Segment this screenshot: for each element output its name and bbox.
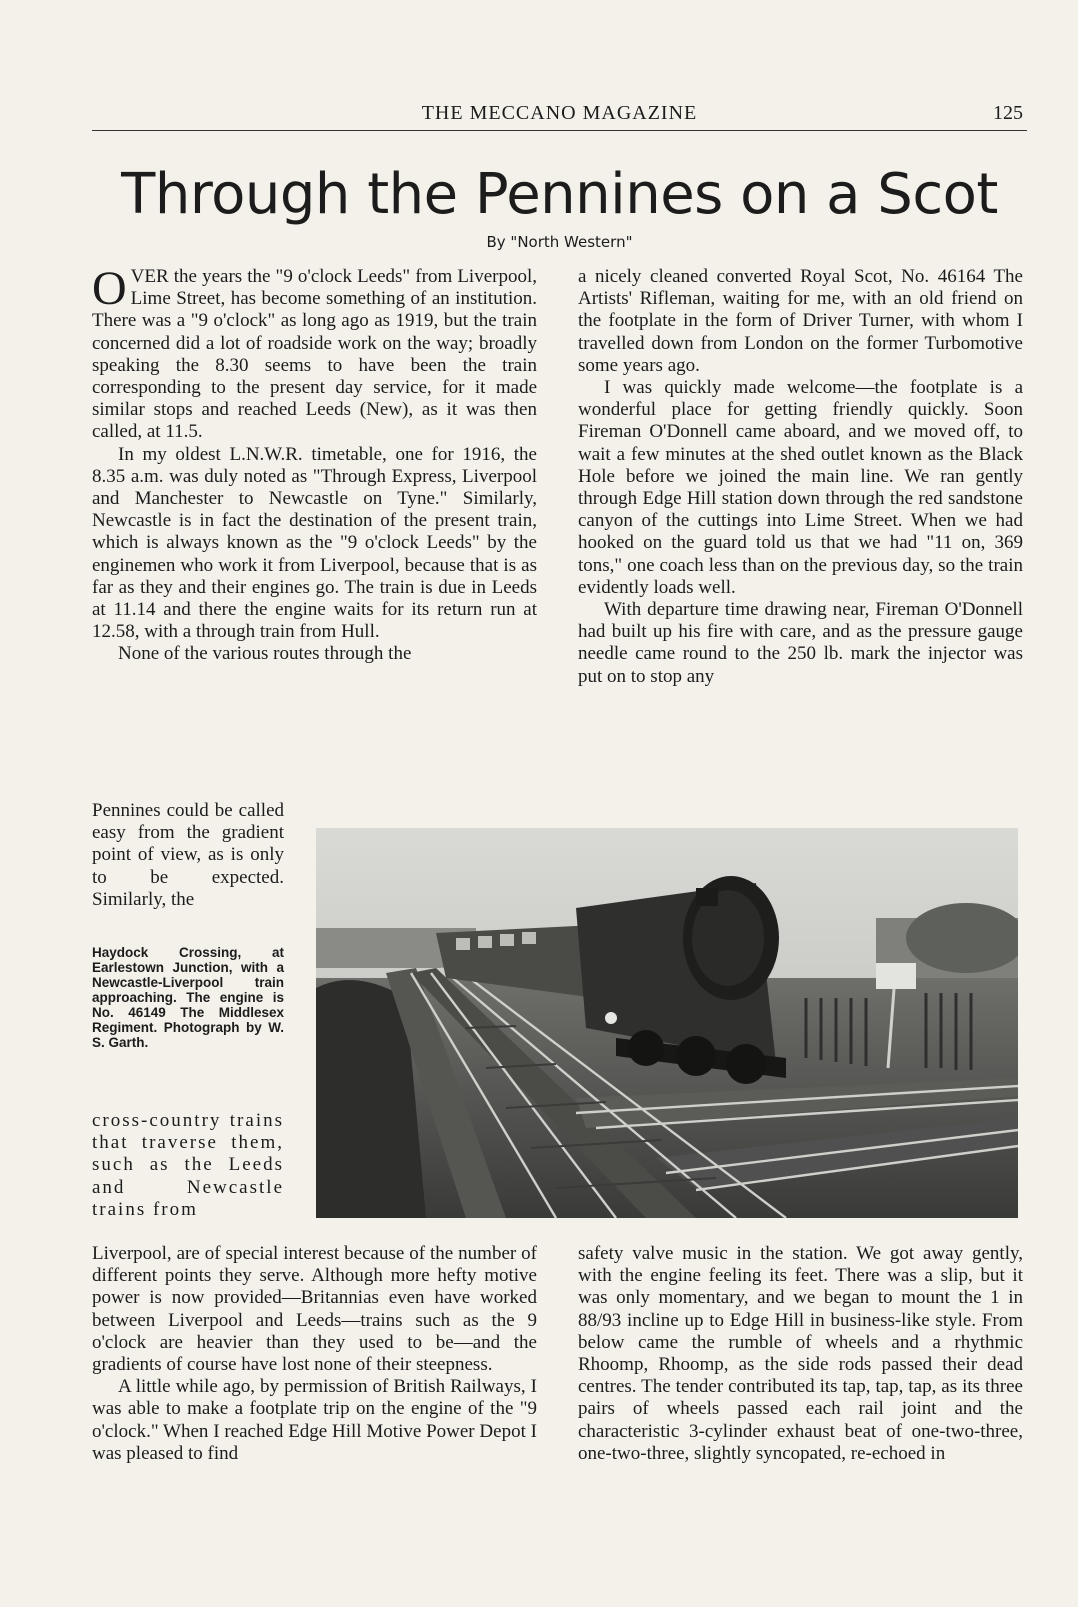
- locomotive-photo-illustration: [316, 828, 1018, 1218]
- left-narrow-text-2: [92, 1110, 284, 1244]
- page-number: 125: [993, 102, 1023, 124]
- photo-caption: Haydock Crossing, at Earlestown Junction, with a Newcastle-Liverpool train approaching. The engine is No. 46149 The Middlesex Regiment. Photograph by W. S. Garth.: [92, 945, 284, 1050]
- magazine-title: THE MECCANO MAGAZINE: [421, 102, 698, 124]
- right-column-top: [578, 266, 1023, 806]
- paragraph: None of the various routes through the: [118, 643, 412, 665]
- paragraph: I was quickly made welcome—the footplate is a wonderful place for getting friendly quickly. Soon Fireman O'Donnell came aboard, and we moved off, to wait a few minutes at the shed outlet known as the Black Hole before we joined the main line. We ran gently through Edge Hill station down through the red sandstone canyon of the cuttings into Lime Street. When we had hooked on the guard told us that we had "11 on, 369 tons," one coach less than on the previous day, so the train evidently loads well.: [578, 377, 1023, 598]
- paragraph: a nicely cleaned converted Royal Scot, No. 46164 The Artists' Rifleman, waiting for me, with an old friend on the footplate in the form of Driver Turner, with whom I travelled down from London on the former Turbomotive some years ago.: [578, 266, 1023, 376]
- right-column-bottom: [578, 1243, 1023, 1543]
- paragraph: VER the years the "9 o'clock Leeds" from Liverpool, Lime Street, has become something of an institution. There was a "9 o'clock" as long ago as 1919, but the train concerned did a lot of roadside work on the way; broadly speaking the 8.30 seems to have been the train corresponding to the present day service, for it made similar stops and reached Leeds (New), as it was then called, at 11.5.: [92, 266, 537, 443]
- paragraph: In my oldest L.N.W.R. timetable, one for 1916, the 8.35 a.m. was duly noted as "Through Express, Liverpool and Manchester to Newcastle on Tyne." Similarly, Newcastle is in fact the destination of the present train, which is always known as the "9 o'clock Leeds" by the enginemen who work it from Liverpool, because that is as far as they and their engines go. The train is due in Leeds at 11.14 and there the engine waits for its return run at 12.58, with a through train from Hull.: [92, 443, 537, 643]
- paragraph: safety valve music in the station. We got away gently, with the engine feeling its feet. There was a slip, but it was only momentary, and we began to mount the 1 in 88/93 incline up to Edge Hill in business-like style. From below came the rumble of wheels and a rhythmic Rhoomp, Rhoomp, as the side rods passed their dead centres. The tender contributed its tap, tap, tap, as its three pairs of wheels passed each rail joint and the characteristic 3-cylinder exhaust beat of one-two-three, one-two-three, slightly syncopated, re-echoed in: [578, 1243, 1023, 1464]
- left-column-bottom: [92, 1243, 537, 1543]
- locomotive-photo: [316, 828, 1018, 1218]
- article-title: Through the Pennines on a Scot: [121, 162, 998, 227]
- paragraph: cross-country trains that traverse them, such as the Leeds and Newcastle trains from: [92, 1110, 284, 1220]
- left-column-top: [92, 266, 537, 808]
- drop-cap: O: [92, 266, 127, 315]
- paragraph: Liverpool, are of special interest because of the number of different points they serve. Although more hefty motive power is now provided—Britannias even have worked between Liverpool and Leeds—trains such as the 9 o'clock are heavier than they used to be—and the gradients of course have lost none of their steepness.: [92, 1243, 537, 1376]
- paragraph: With departure time drawing near, Fireman O'Donnell had built up his fire with care, and as the pressure gauge needle came round to the 250 lb. mark the injector was put on to stop any: [578, 599, 1023, 687]
- running-header: [92, 100, 1027, 131]
- left-narrow-text-1: [92, 800, 284, 934]
- article-byline: By "North Western": [486, 233, 633, 251]
- paragraph: A little while ago, by permission of British Railways, I was able to make a footplate trip on the engine of the "9 o'clock." When I reached Edge Hill Motive Power Depot I was pleased to find: [92, 1376, 537, 1464]
- paragraph: Pennines could be called easy from the gradient point of view, as is only to be expected. Similarly, the: [92, 800, 284, 910]
